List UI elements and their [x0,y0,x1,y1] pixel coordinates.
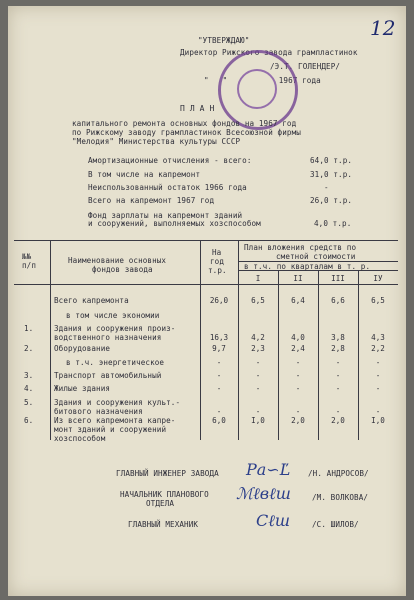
table-cell-q2: - [295,358,301,367]
signature-title: НАЧАЛЬНИК ПЛАНОВОГО [120,490,209,499]
col-header-number: №№ п/п [22,252,37,270]
table-cell-q3: - [335,384,341,393]
summary-value: 31,0 т.р. [310,170,353,179]
table-cell-q3: - [335,407,341,416]
col-header-year-2: год [210,257,225,266]
handwritten-signature: Ра∽Ľ [246,460,291,479]
document-page [8,6,406,596]
table-row-name: хозспособом [54,434,106,443]
col-header-plan-3: в т.ч. по кварталам в т. р. [244,262,371,271]
quarter-header: II [293,274,303,283]
summary-value: 26,0 т.р. [310,196,353,205]
handwritten-signature: Сℓш [256,511,291,530]
table-cell-q1: 2,3 [251,344,265,353]
table-cell-year: 26,0 [209,296,229,305]
table-cell-q3: - [335,358,341,367]
table-row-name: Транспорт автомобильный [54,371,162,380]
handwritten-signature: ℳℓвℓш [236,484,291,503]
plan-subtitle-2: по Рижскому заводу грампластинок Всесоюзной фирмы [72,128,301,137]
table-cell-q3: 3,8 [331,333,345,342]
table-cell-q4: 6,5 [371,296,385,305]
table-cell-q2: - [295,384,301,393]
approval-line-2: /Э.Т. ГОЛЕНДЕР/ [270,62,341,71]
col-header-year-1: На [212,248,222,257]
summary-label: Амортизационные отчисления - всего: [88,156,252,165]
summary-label: Неиспользованный остаток 1966 года [88,183,247,192]
official-stamp [218,50,298,130]
summary-value: 64,0 т.р. [310,156,353,165]
approval-line-3: " " 1967 года [204,76,321,85]
table-cell-q3: - [335,371,341,380]
table-cell-q2: - [295,371,301,380]
plan-subtitle-3: "Мелодия" Министерства культуры СССР [72,137,241,146]
table-row-name: в т.ч. энергетическое [66,358,165,367]
table-cell-year: 16,3 [209,333,229,342]
table-cell-year: - [216,407,222,416]
table-row-number: 5. [24,398,34,407]
col-header-plan-1: План вложения средств по [244,243,357,252]
quarter-header: I [255,274,261,283]
summary-label: и сооружений, выполняемых хозспособом [88,219,261,228]
table-row-name: Жилые здания [54,384,111,393]
table-cell-q4: - [375,407,381,416]
table-cell-year: 6,0 [212,416,226,425]
table-cell-q3: 2,8 [331,344,345,353]
col-header-plan-2: сметной стоимости [276,252,356,261]
table-row-name: Оборудование [54,344,111,353]
table-cell-q4: 4,3 [371,333,385,342]
plan-heading: П Л А Н [180,104,215,113]
table-row-name: монт зданий и сооружений [54,425,167,434]
table-cell-q1: - [255,371,261,380]
signature-name: /Н. АНДРОСОВ/ [308,469,369,478]
table-cell-q2: 6,4 [291,296,305,305]
table-cell-q2: 2,0 [291,416,305,425]
page-number-handwritten: 12 [370,16,396,40]
table-row-number: 3. [24,371,34,380]
table-row-name: Из всего капремонта капре- [54,416,176,425]
table-cell-year: 9,7 [212,344,226,353]
table-cell-q4: I,0 [371,416,385,425]
col-header-name-1: Наименование основных [68,256,167,265]
signature-title: ОТДЕЛА [146,499,175,508]
table-cell-q4: - [375,384,381,393]
plan-subtitle-1: капитального ремонта основных фондов на 1967 год [72,119,297,128]
col-header-name-2: фондов завода [92,265,153,274]
summary-label: Всего на капремонт 1967 год [88,196,215,205]
table-cell-q4: - [375,358,381,367]
table-cell-q3: 6,6 [331,296,345,305]
table-cell-q1: - [255,358,261,367]
table-row-name: Здания и сооружения произ- [54,324,176,333]
table-row-number: 1. [24,324,34,333]
table-row-name: в том числе экономии [66,311,160,320]
approval-title: "УТВЕРЖДАЮ" [198,36,250,45]
table-cell-q1: I,0 [251,416,265,425]
table-row-name: водственного назначения [54,333,162,342]
signature-title: ГЛАВНЫЙ ИНЖЕНЕР ЗАВОДА [116,469,219,478]
table-cell-q2: 2,4 [291,344,305,353]
signature-name: /М. ВОЛКОВА/ [312,493,369,502]
summary-value: 4,0 т.р. [314,219,352,228]
table-row-name: Всего капремонта [54,296,129,305]
table-cell-year: - [216,358,222,367]
table-row-name: Здания и сооружения культ.- [54,398,181,407]
signature-name: /С. ШИЛОВ/ [312,520,359,529]
table-cell-q4: 2,2 [371,344,385,353]
table-cell-q1: - [255,407,261,416]
table-cell-year: - [216,371,222,380]
col-header-year-3: т.р. [208,266,227,275]
table-cell-year: - [216,384,222,393]
table-cell-q1: 4,2 [251,333,265,342]
summary-label: Фонд зарплаты на капремонт зданий [88,211,243,220]
summary-label: В том числе на капремонт [88,170,201,179]
approval-line-1: Директор Рижского завода грампластинок [180,48,358,57]
signature-title: ГЛАВНЫЙ МЕХАНИК [128,520,199,529]
quarter-header: III [331,274,345,283]
table-row-number: 6. [24,416,34,425]
summary-value: - [324,183,329,192]
table-cell-q4: - [375,371,381,380]
quarter-header: IУ [373,274,383,283]
table-cell-q1: 6,5 [251,296,265,305]
table-cell-q2: - [295,407,301,416]
table-row-name: битового назначения [54,407,143,416]
table-cell-q3: 2,0 [331,416,345,425]
table-row-number: 2. [24,344,34,353]
table-cell-q2: 4,0 [291,333,305,342]
table-row-number: 4. [24,384,34,393]
table-cell-q1: - [255,384,261,393]
